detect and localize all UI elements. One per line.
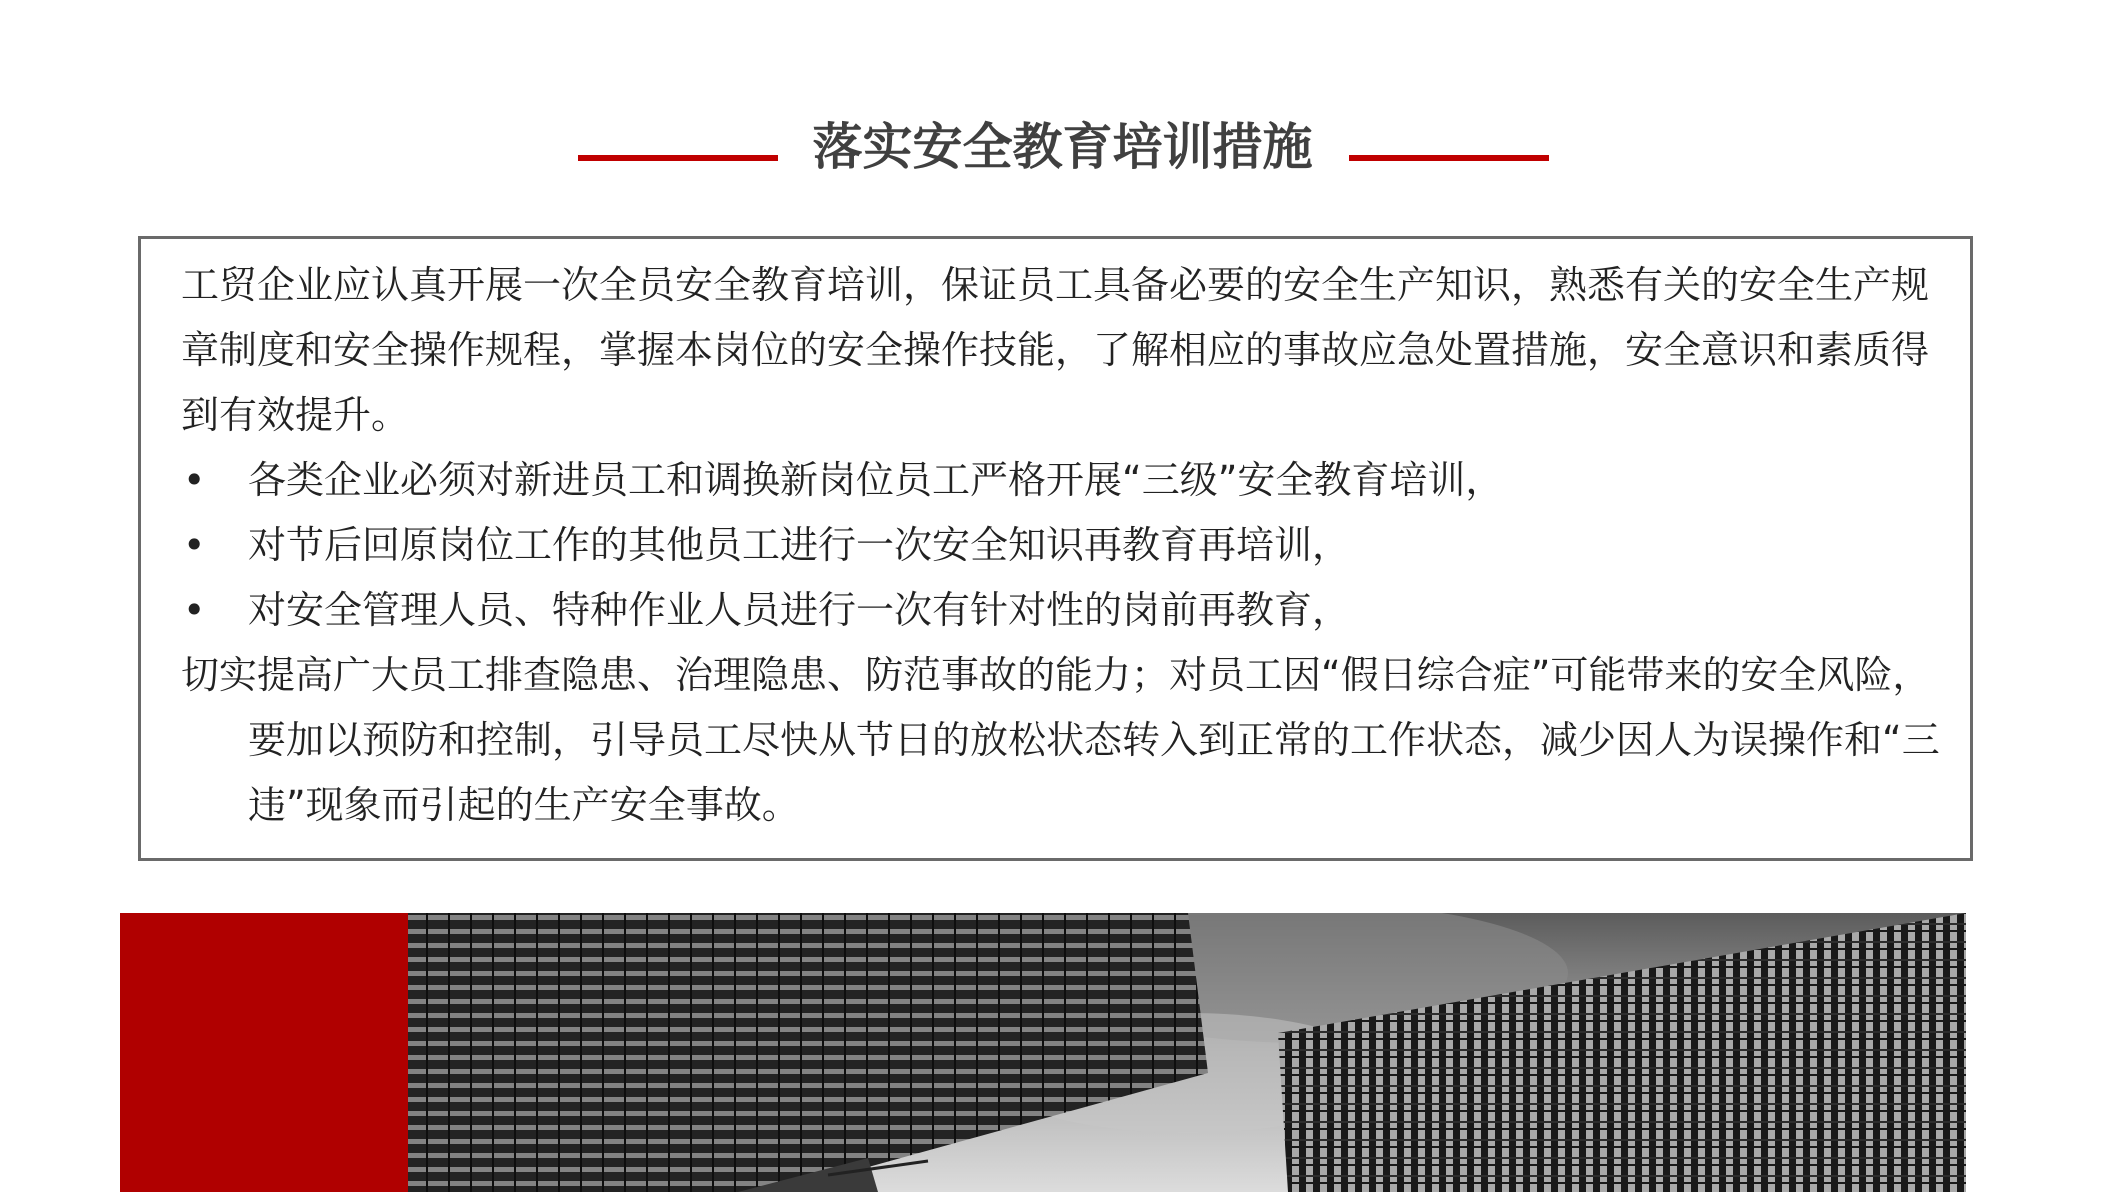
bullet-list	[181, 448, 1941, 643]
bullet-item	[181, 448, 1941, 513]
bullet-item	[181, 578, 1941, 643]
title-left-rule	[578, 155, 778, 161]
intro-paragraph: 工贸企业应认真开展一次全员安全教育培训，保证员工具备必要的安全生产知识，熟悉有关的安全生产规章制度和安全操作规程，掌握本岗位的安全操作技能，了解相应的事故应急处置措施，安全意识和素质得到有效提升。	[181, 263, 1930, 437]
photo-band	[120, 913, 1966, 1192]
bullet-text: 对节后回原岗位工作的其他员工进行一次安全知识再教育再培训，	[248, 523, 1351, 567]
bullet-item	[181, 513, 1941, 578]
bullet-text: 各类企业必须对新进员工和调换新岗位员工严格开展“三级”安全教育培训，	[248, 458, 1504, 502]
building-photo	[408, 913, 1966, 1192]
red-accent-block	[120, 913, 408, 1192]
title-right-rule	[1349, 155, 1549, 161]
building-photo-image	[408, 913, 1966, 1192]
slide-title: 落实安全教育培训措施	[812, 118, 1313, 176]
content-box	[138, 236, 1973, 861]
bullet-icon: •	[183, 588, 206, 632]
title-row	[0, 105, 2125, 175]
content-text	[181, 253, 1941, 838]
bullet-text: 对安全管理人员、特种作业人员进行一次有针对性的岗前再教育，	[248, 588, 1351, 632]
bullet-icon: •	[183, 458, 206, 502]
closing-paragraph: 切实提高广大员工排查隐患、治理隐患、防范事故的能力；对员工因“假日综合症”可能带来的安全风险，要加以预防和控制，引导员工尽快从节日的放松状态转入到正常的工作状态，减少因人为误操作和“三违”现象而引起的生产安全事故。	[181, 653, 1940, 827]
bullet-icon: •	[183, 523, 206, 567]
